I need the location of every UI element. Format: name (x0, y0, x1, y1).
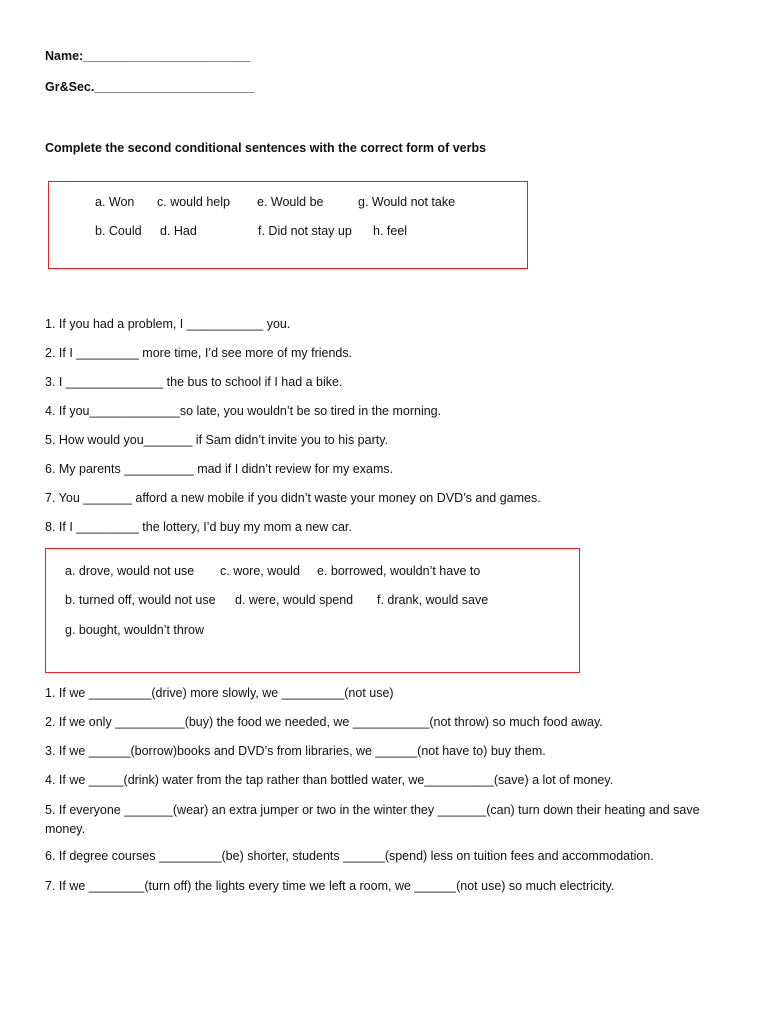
part1-sentence-2: 2. If I _________ more time, I’d see more of my friends. (45, 346, 353, 360)
option-d: d. Had (160, 224, 197, 238)
pair-f: f. drank, would save (377, 593, 489, 607)
option-h: h. feel (373, 224, 408, 238)
part2-sentence-5: 5. If everyone _______(wear) an extra jumper or two in the winter they _______(can) turn down their heating and save money. (45, 803, 700, 836)
part1-sentence-6: 6. My parents __________ mad if I didn’t review for my exams. (45, 462, 394, 476)
name-field-label: Name:________________________ (45, 49, 251, 63)
pair-a: a. drove, would not use (65, 564, 195, 578)
pair-e: e. borrowed, wouldn’t have to (317, 564, 481, 578)
pair-b: b. turned off, would not use (65, 593, 216, 607)
part2-sentence-1: 1. If we _________(drive) more slowly, we _________(not use) (45, 686, 394, 700)
word-bank-box-1 (48, 181, 528, 269)
option-b: b. Could (95, 224, 142, 238)
part1-sentence-5: 5. How would you_______ if Sam didn’t invite you to his party. (45, 433, 389, 447)
part2-sentence-7: 7. If we ________(turn off) the lights every time we left a room, we ______(not use) so much electricity. (45, 879, 615, 893)
part2-sentence-2: 2. If we only __________(buy) the food we needed, we ___________(not throw) so much food away. (45, 715, 603, 729)
option-c: c. would help (157, 195, 230, 209)
option-e: e. Would be (257, 195, 324, 209)
part2-sentence-6: 6. If degree courses _________(be) shorter, students ______(spend) less on tuition fees and accommodation. (45, 849, 654, 863)
instructions-heading: Complete the second conditional sentences with the correct form of verbs (45, 141, 487, 155)
grsec-field-label: Gr&Sec._______________________ (45, 80, 255, 94)
part1-sentence-1: 1. If you had a problem, I ___________ you. (45, 317, 291, 331)
option-f: f. Did not stay up (258, 224, 352, 238)
pair-d: d. were, would spend (235, 593, 354, 607)
option-g: g. Would not take (358, 195, 456, 209)
part2-sentence-4: 4. If we _____(drink) water from the tap rather than bottled water, we__________(save) a lot of money. (45, 773, 614, 787)
part1-sentence-7: 7. You _______ afford a new mobile if you didn’t waste your money on DVD’s and games. (45, 491, 541, 505)
part1-sentence-3: 3. I ______________ the bus to school if I had a bike. (45, 375, 343, 389)
word-bank-box-2 (45, 548, 580, 673)
part2-sentence-3: 3. If we ______(borrow)books and DVD’s from libraries, we ______(not have to) buy them. (45, 744, 546, 758)
part1-sentence-8: 8. If I _________ the lottery, I’d buy my mom a new car. (45, 520, 352, 534)
pair-c: c. wore, would (220, 564, 300, 578)
option-a: a. Won (95, 195, 135, 209)
part1-sentence-4: 4. If you_____________so late, you wouldn’t be so tired in the morning. (45, 404, 442, 418)
pair-g: g. bought, wouldn’t throw (65, 623, 204, 637)
